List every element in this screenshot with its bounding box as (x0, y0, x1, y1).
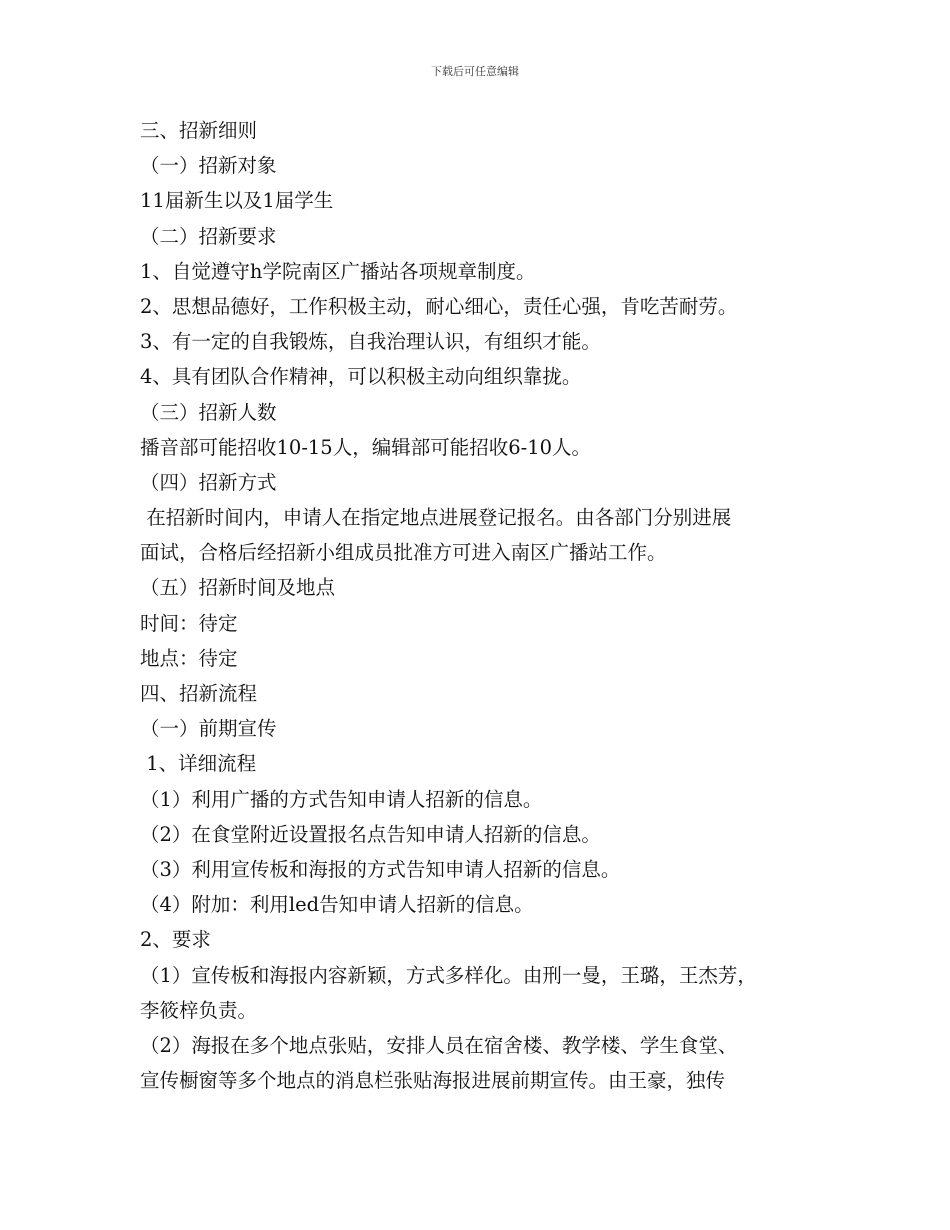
subsection-heading: （二）招新要求 (140, 224, 277, 248)
list-item: 1、自觉遵守h学院南区广播站各项规章制度。 (140, 259, 536, 283)
subsection-heading: （一）前期宣传 (140, 717, 277, 741)
list-item: 3、有一定的自我锻炼，自我治理认识，有组织才能。 (140, 330, 601, 354)
paragraph-line: 在招新时间内，申请人在指定地点进展登记报名。由各部门分别进展 (140, 506, 732, 530)
list-item: （3）利用宣传板和海报的方式告知申请人招新的信息。 (140, 857, 621, 881)
subsection-heading: （四）招新方式 (140, 470, 277, 494)
paragraph-line: 11届新生以及1届学生 (140, 189, 334, 213)
list-heading: 2、要求 (140, 928, 211, 952)
list-item: 4、具有团队合作精神，可以积极主动向组织靠拢。 (140, 365, 582, 389)
paragraph-line: 李筱梓负责。 (140, 998, 258, 1022)
section-heading: 四、招新流程 (140, 682, 258, 705)
document-body (140, 113, 840, 1098)
paragraph-line: 宣传橱窗等多个地点的消息栏张贴海报进展前期宣传。由王豪，独传 (140, 1069, 726, 1093)
subsection-heading: （三）招新人数 (140, 400, 277, 424)
paragraph-line: 时间：待定 (140, 611, 238, 635)
list-item: （1）利用广播的方式告知申请人招新的信息。 (140, 787, 543, 811)
list-item: （2）在食堂附近设置报名点告知申请人招新的信息。 (140, 822, 601, 846)
list-item: （2）海报在多个地点张贴，安排人员在宿舍楼、教学楼、学生食堂、 (140, 1033, 738, 1057)
list-item: （1）宣传板和海报内容新颖，方式多样化。由刑一曼，王璐，王杰芳， (140, 963, 757, 987)
list-item: （4）附加：利用led告知申请人招新的信息。 (140, 893, 534, 917)
section-heading: 三、招新细则 (140, 119, 258, 142)
paragraph-line: 播音部可能招收10-15人，编辑部可能招收6-10人。 (140, 435, 592, 459)
list-item: 2、思想品德好，工作积极主动，耐心细心，责任心强，肯吃苦耐劳。 (140, 294, 738, 318)
subsection-heading: （一）招新对象 (140, 154, 277, 178)
page-header: 下载后可任意编辑 (431, 65, 519, 78)
paragraph-line: 地点：待定 (140, 646, 238, 670)
list-heading: 1、详细流程 (140, 752, 257, 776)
subsection-heading: （五）招新时间及地点 (140, 576, 336, 600)
paragraph-line: 面试，合格后经招新小组成员批准方可进入南区广播站工作。 (140, 541, 667, 565)
